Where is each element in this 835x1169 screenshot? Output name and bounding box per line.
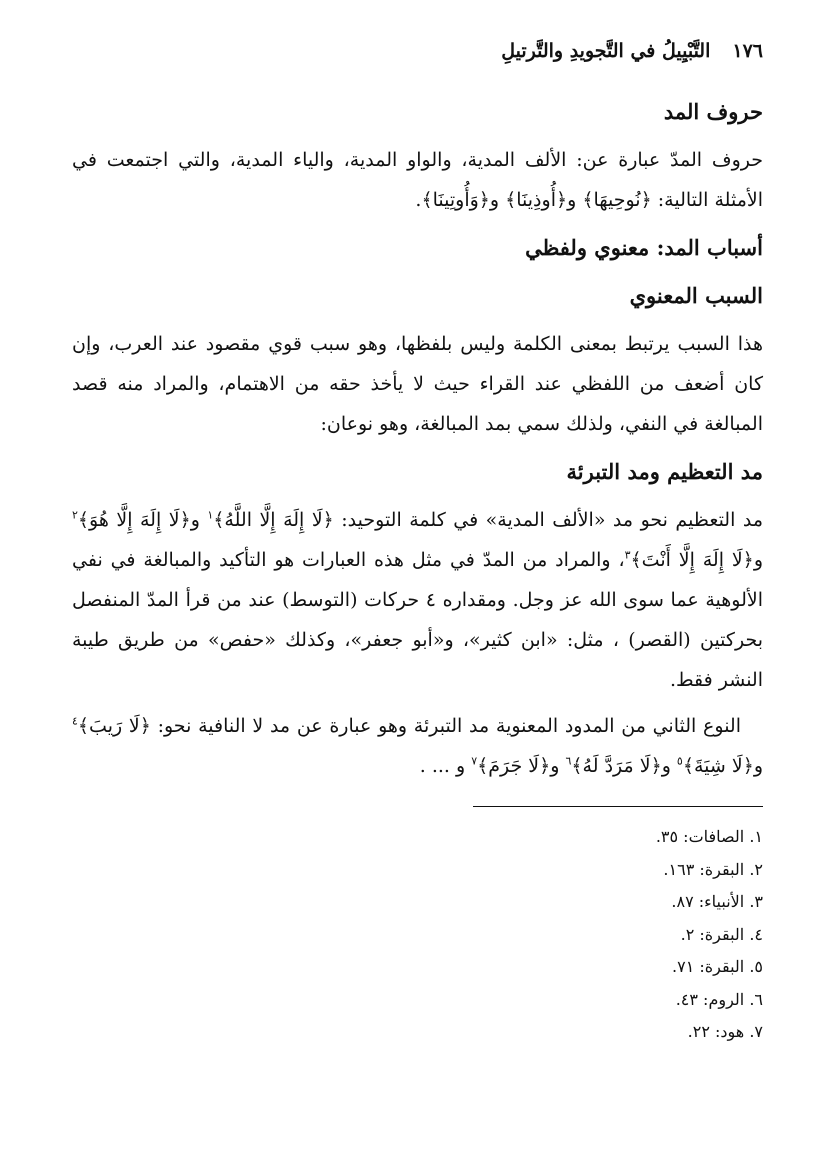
text-run: و﴿لَا إِلَهَ إِلَّا هُوَ﴾ [77, 509, 208, 531]
text-run: و﴿لَا شِيَةَ﴾ [682, 755, 763, 777]
footnote-ref-1: ١ [207, 508, 214, 522]
footnote-ref-6: ٦ [565, 754, 572, 768]
footnote-item: ١. الصافات: ٣٥. [655, 827, 763, 846]
footnote-item: ٤. البقرة: ٢. [680, 924, 763, 944]
heading-asbab-al-madd: أسباب المد: معنوي ولفظي [525, 235, 763, 260]
book-title: التَّبْيِيلُ في التَّجويدِ والتَّرتيلِ [501, 40, 711, 62]
footnote-item: ٧. هود: ٢٢. [687, 1022, 763, 1041]
footnote-ref-4: ٤ [72, 714, 78, 728]
page-header [72, 40, 763, 62]
text-run: و ... . [419, 755, 472, 777]
footnote-ref-5: ٥ [676, 754, 683, 768]
footnote-ref-2: ٢ [72, 508, 78, 522]
footnote-ref-7: ٧ [471, 754, 478, 768]
footnote-item: ٦. الروم: ٤٣. [675, 989, 763, 1009]
paragraph-madd-tabria [72, 706, 763, 786]
text-run: ، والمراد من المدّ في مثل هذه العبارات هو التأكيد والمبالغة في نفي الألوهية عما سوى الله عز وجل. ومقداره ٤ حركات (التوسط) عند من قرأ المدّ المنفصل بحركتين (القصر) ، مثل: «ابن كثير»، و«أبو جعفر»، وكذلك «حفص» من طريق طيبة النشر فقط. [72, 549, 763, 691]
footnote-list [72, 821, 763, 1049]
paragraph-huruf-al-madd: حروف المدّ عبارة عن: الألف المدية، والواو المدية، والياء المدية، والتي اجتمعت في الأمثلة التالية: ﴿نُوحِيهَا﴾ و﴿أُوذِينَا﴾ و﴿وَأُوتِينَا﴾. [72, 149, 763, 211]
text-run: مد التعظيم نحو مد «الألف المدية» في كلمة التوحيد: ﴿لَا إِلَهَ إِلَّا اللَّهُ﴾ [213, 509, 764, 531]
footnote-item: ٥. البقرة: ٧١. [672, 957, 763, 976]
paragraph-sabab-manawi: هذا السبب يرتبط بمعنى الكلمة وليس بلفظها، وهو سبب قوي مقصود عند العرب، وإن كان أضعف من اللفظي عند القراء حيث لا يأخذ حقه من الاهتمام، والمراد منه قصد المبالغة في النفي، ولذلك سمي بمد المبالغة، وهو نوعان: [72, 333, 763, 435]
footnote-ref-3: ٣ [624, 548, 631, 562]
footnote-divider [473, 806, 763, 807]
paragraph-madd-tazim [72, 500, 763, 700]
heading-huruf-al-madd: حروف المد [663, 99, 763, 124]
footnote-item: ٢. البقرة: ١٦٣. [663, 859, 763, 879]
heading-sabab-manawi: السبب المعنوي [629, 283, 763, 308]
text-run: النوع الثاني من المدود المعنوية مد التبرئة وهو عبارة عن مد لا النافية نحو: ﴿لَا رَيبَ﴾ [77, 715, 741, 737]
text-run: و﴿لَا مَرَدَّ لَهُ﴾ [571, 755, 677, 777]
text-run: و﴿لَا جَرَمَ﴾ [477, 755, 566, 777]
footnote-item: ٣. الأنبياء: ٨٧. [671, 892, 763, 911]
text-run: و﴿لَا إِلَهَ إِلَّا أَنْتَ﴾ [630, 549, 763, 571]
page-number: ١٧٦ [732, 40, 763, 62]
heading-tazim-tabria: مد التعظيم ومد التبرئة [566, 459, 763, 484]
